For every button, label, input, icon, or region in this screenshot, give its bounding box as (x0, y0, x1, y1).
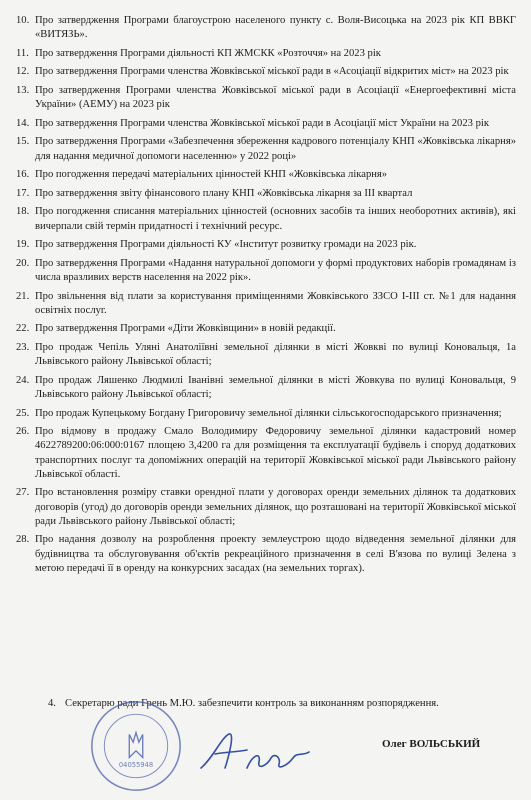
agenda-item-text: Про затвердження Програми благоустрою населеного пункту с. Воля-Висоцька на 2023 рік КП ВВКГ «ВИТЯЗЬ». (35, 15, 516, 41)
agenda-item (16, 47, 516, 61)
agenda-item-text: Про погодження передачі матеріальних цінностей КНП «Жовківська лікарня» (35, 169, 388, 181)
agenda-item-number: 21. (16, 290, 30, 302)
agenda-item-number: 10. (16, 15, 30, 26)
agenda-item-number: 26. (16, 426, 30, 438)
agenda-item (16, 486, 516, 529)
agenda-item-text: Про затвердження Програми діяльності КП ЖМСКК «Розточчя» на 2023 рік (35, 47, 381, 59)
agenda-item-number: 11. (16, 47, 29, 59)
trident-icon (129, 733, 142, 758)
agenda-item-number: 14. (16, 117, 30, 129)
agenda-item (16, 322, 516, 336)
agenda-item-number: 20. (16, 257, 30, 269)
agenda-item-number: 18. (16, 206, 30, 218)
agenda-item-text: Про продаж Чепіль Уляні Анатоліївні земельної ділянки в місті Жовкві по вулиці Коновальця, 1а Львівського району Львівської області; (35, 341, 516, 368)
agenda-item-text: Про відмову в продажу Смало Володимиру Федоровичу земельної ділянки кадастровий номер 4622789200:06:000:0167 площею 3,4200 га для розміщення та експлуатації будівель і споруд додаткових транспортних послуг та допоміжних операцій на території Жовківської міської ради Львівського району Львівської області. (35, 426, 516, 480)
agenda-item (16, 187, 516, 201)
closing-text: Секретарю ради Грень М.Ю. забезпечити контроль за виконанням розпорядження. (65, 698, 439, 709)
closing-number: 4. (48, 698, 56, 709)
agenda-item-number: 24. (16, 374, 30, 386)
agenda-item (16, 205, 516, 233)
agenda-item (16, 290, 516, 318)
agenda-item-number: 28. (16, 534, 30, 546)
agenda-item-text: Про встановлення розміру ставки орендної плати у договорах оренди земельних ділянок та додаткових договорів (угод) до договорів оренди земельних ділянок, що розташовані на території Жовківської міської ради Львівського району Львівської області; (35, 487, 516, 527)
agenda-item-number: 13. (16, 84, 30, 96)
agenda-item-number: 25. (16, 407, 30, 419)
official-stamp (88, 698, 184, 794)
agenda-item (16, 238, 516, 252)
agenda-item (16, 533, 516, 576)
agenda-item-text: Про затвердження Програми членства Жовківської міської ради в Асоціації «Енергоефективні міста України» (АЕМУ) на 2023 рік (35, 84, 516, 111)
agenda-item-number: 19. (16, 239, 30, 251)
agenda-item-text: Про погодження списання матеріальних цінностей (основних засобів та інших необоротних активів), які вичерпали свій термін придатності і технічний ресурс. (35, 206, 516, 232)
agenda-item (16, 84, 516, 112)
agenda-item-number: 15. (16, 136, 30, 148)
agenda-item-text: Про затвердження Програми членства Жовківської міської ради в «Асоціації відкритих міст» на 2023 рік (35, 66, 509, 78)
agenda-item-text: Про затвердження Програми членства Жовківської міської ради в Асоціації міст України на 2023 рік (35, 117, 489, 129)
agenda-item (16, 407, 516, 421)
agenda-item-text: Про затвердження Програми «Надання натуральної допомоги у формі продуктових наборів громадянам із числа вразливих верств населення на 2022 рік». (35, 257, 516, 283)
agenda-item (16, 168, 516, 182)
agenda-item (16, 257, 516, 285)
agenda-item (16, 117, 516, 131)
agenda-item-text: Про затвердження Програми «Діти Жовківщини» в новій редакції. (35, 323, 336, 335)
agenda-item (16, 135, 516, 163)
agenda-item-text: Про надання дозволу на розроблення проекту землеустрою щодо відведення земельної ділянки для будівництва та обслуговування об'єктів рекреаційного призначення в селі В'язова по вулиці Зелена з метою передачі її в оренду на конкурсних засадах (на земельних торгах). (35, 534, 516, 574)
agenda-list (16, 14, 516, 580)
agenda-item-number: 12. (16, 66, 30, 78)
svg-text:04055948: 04055948 (118, 761, 154, 770)
handwritten-signature (195, 728, 315, 774)
agenda-item-text: Про продаж Ляшенко Людмилі Іванівні земельної ділянки в місті Жовкува по вулиці Коновальця, 9 Львівського району Львівської області; (35, 374, 516, 400)
agenda-item-number: 16. (16, 169, 30, 181)
signer-name: Олег ВОЛЬСЬКИЙ (382, 738, 481, 750)
agenda-item (16, 341, 516, 369)
agenda-item-text: Про затвердження Програми «Забезпечення збереження кадрового потенціалу КНП «Жовківська лікарня» для надання медичної допомоги населенню» у 2022 році» (35, 136, 516, 162)
agenda-item-text: Про затвердження Програми діяльності КУ «Інститут розвитку громади на 2023 рік. (35, 239, 417, 251)
agenda-item-text: Про звільнення від плати за користування приміщеннями Жовківського ЗЗСО І-ІІІ ст. №1 для надання освітніх послуг. (35, 290, 516, 316)
agenda-item (16, 425, 516, 482)
agenda-item-number: 23. (16, 341, 30, 353)
agenda-item-text: Про продаж Купецькому Богдану Григоровичу земельної ділянки сільськогосподарського призначення; (35, 407, 502, 419)
agenda-item (16, 374, 516, 402)
agenda-item (16, 14, 516, 42)
agenda-item-number: 27. (16, 487, 30, 499)
agenda-item-number: 22. (16, 323, 30, 335)
agenda-item-text: Про затвердження звіту фінансового плану КНП «Жовківська лікарня за ІІІ квартал (35, 187, 413, 199)
agenda-item (16, 65, 516, 79)
agenda-item-number: 17. (16, 187, 30, 199)
